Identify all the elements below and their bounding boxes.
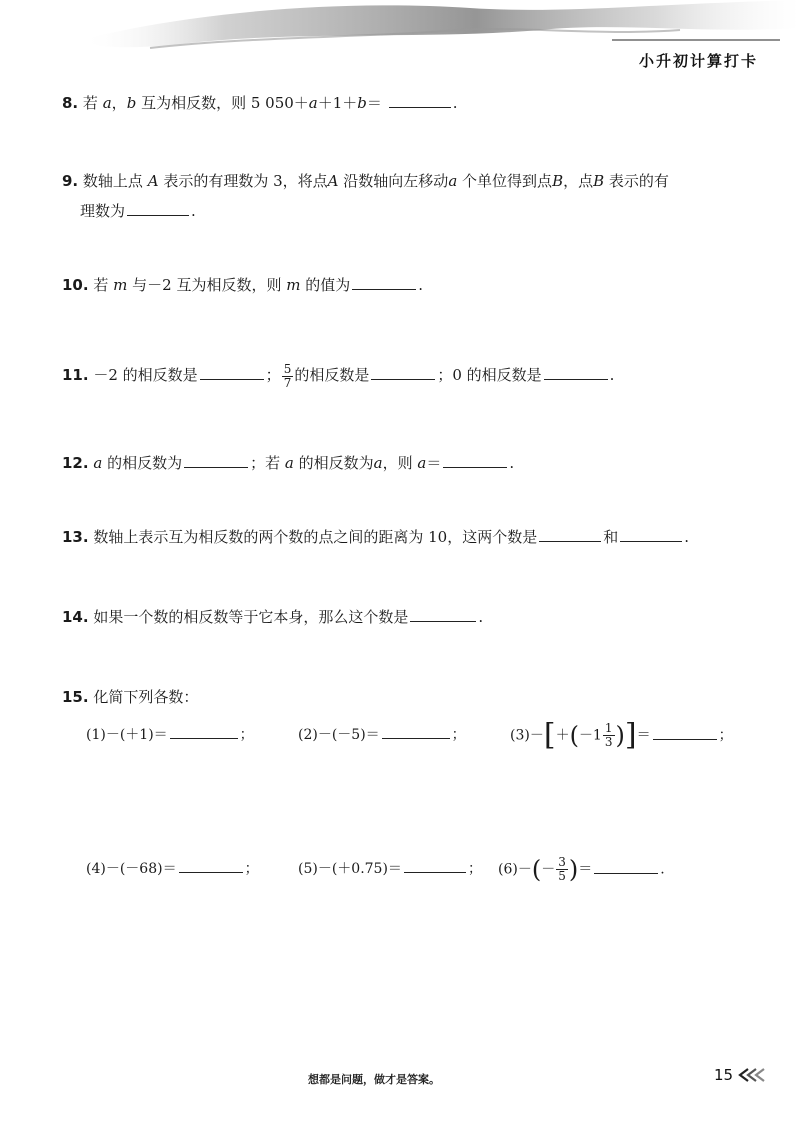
- fraction-denominator: 3: [604, 735, 613, 749]
- fraction-five-sevenths: [282, 363, 294, 390]
- question-text: ＝: [366, 94, 382, 112]
- expression: ＝: [578, 861, 593, 878]
- fraction-numerator: 1: [604, 721, 613, 735]
- question-text: 的相反数是: [294, 366, 370, 384]
- expression: (5)－(＋0.75)＝: [298, 861, 402, 877]
- question-text: 若: [93, 276, 109, 294]
- answer-blank[interactable]: [371, 363, 435, 380]
- expression: (3)－: [510, 727, 544, 744]
- question-number: 9.: [62, 172, 79, 190]
- period: .: [660, 861, 665, 878]
- period: .: [191, 202, 196, 220]
- answer-blank[interactable]: [200, 363, 264, 380]
- question-11: [62, 362, 614, 390]
- var-a: a: [308, 94, 318, 112]
- question-8: [62, 90, 457, 116]
- question-text: 和: [603, 528, 619, 546]
- fraction-denominator: 5: [558, 869, 566, 883]
- footer-motto: 想都是问题，做才是答案。: [308, 1073, 440, 1086]
- question-text: 的相反数为: [298, 454, 374, 472]
- expression: ＋: [555, 727, 570, 744]
- period: .: [609, 366, 615, 384]
- bracket: [: [543, 717, 556, 753]
- answer-blank[interactable]: [620, 525, 682, 542]
- question-text: 表示的有: [608, 172, 669, 190]
- separator: ；: [718, 727, 733, 744]
- question-12: [62, 450, 514, 476]
- question-text: 数轴上表示互为相反数的两个数的点之间的距离为 10，这两个数是: [93, 528, 538, 546]
- question-number: 12.: [62, 454, 89, 472]
- question-number: 10.: [62, 276, 89, 294]
- header-title: 小升初计算打卡: [638, 52, 758, 70]
- var-a: a: [448, 172, 458, 190]
- expression: (6)－: [498, 861, 532, 878]
- question-number: 8.: [62, 94, 79, 112]
- parenthesis: ): [568, 855, 579, 884]
- question-number: 14.: [62, 608, 89, 626]
- expression: －1: [578, 727, 602, 744]
- var-a: a: [373, 454, 383, 472]
- fraction-one-third: [603, 722, 615, 749]
- var-b: b: [357, 94, 367, 112]
- period: .: [478, 608, 484, 626]
- period: .: [418, 276, 424, 294]
- question-text: ＝: [426, 454, 442, 472]
- question-text: ；若: [250, 454, 281, 472]
- expression: ＝: [636, 727, 651, 744]
- var-a: a: [102, 94, 112, 112]
- question-text: ；0 的相反数是: [437, 366, 542, 384]
- expression: (4)－(－68)＝: [86, 861, 177, 877]
- var-m: m: [113, 276, 128, 294]
- fraction-numerator: 5: [283, 361, 292, 376]
- answer-blank[interactable]: [170, 722, 238, 739]
- answer-blank[interactable]: [382, 722, 450, 739]
- parenthesis: (: [531, 855, 542, 884]
- subquestion-5: [298, 856, 482, 882]
- subquestion-6: [498, 856, 665, 883]
- var-B: B: [593, 172, 605, 190]
- question-14: [62, 604, 483, 630]
- answer-blank[interactable]: [410, 605, 476, 622]
- fraction-denominator: 7: [283, 375, 292, 390]
- answer-blank[interactable]: [404, 856, 466, 873]
- question-text: 的值为: [305, 276, 351, 294]
- fraction-numerator: 3: [558, 855, 566, 869]
- answer-blank[interactable]: [389, 91, 451, 108]
- separator: ；: [451, 727, 466, 743]
- var-A: A: [147, 172, 159, 190]
- arrow-left-icon: [738, 1067, 772, 1083]
- question-text: －2 的相反数是: [93, 366, 198, 384]
- question-9: [62, 168, 669, 194]
- parenthesis: ): [615, 721, 625, 750]
- var-a: a: [417, 454, 427, 472]
- question-text: 理数为: [80, 202, 126, 220]
- question-text: 互为相反数，则 5 050＋: [141, 94, 309, 112]
- question-13: [62, 524, 689, 550]
- answer-blank[interactable]: [127, 199, 189, 216]
- subquestion-2: [298, 722, 466, 748]
- question-text: 若: [82, 94, 98, 112]
- question-text: 与－2 互为相反数，则: [132, 276, 282, 294]
- var-a: a: [284, 454, 294, 472]
- question-number: 15.: [62, 688, 89, 706]
- subquestion-3: [510, 717, 733, 753]
- separator: ；: [239, 727, 254, 743]
- var-A: A: [327, 172, 339, 190]
- question-text: ，: [111, 94, 127, 112]
- fraction-three-fifths: [556, 856, 568, 883]
- question-10: [62, 272, 423, 298]
- period: .: [509, 454, 515, 472]
- separator: ；: [467, 861, 482, 877]
- question-text: ，则: [382, 454, 413, 472]
- period: .: [684, 528, 690, 546]
- var-b: b: [126, 94, 137, 112]
- answer-blank[interactable]: [539, 525, 601, 542]
- answer-blank[interactable]: [179, 856, 243, 873]
- subquestion-4: [86, 856, 259, 882]
- question-text: 数轴上点: [82, 172, 143, 190]
- answer-blank[interactable]: [443, 451, 507, 468]
- question-text: 表示的有理数为 3，将点: [163, 172, 328, 190]
- page-number: 15: [714, 1066, 734, 1084]
- question-text: 个单位得到点: [462, 172, 553, 190]
- expression: (2)－(－5)＝: [298, 727, 380, 743]
- period: .: [452, 94, 458, 112]
- question-text: 如果一个数的相反数等于它本身，那么这个数是: [93, 608, 409, 626]
- question-9-line-2: [80, 198, 196, 224]
- question-text: 化简下列各数：: [93, 688, 199, 706]
- question-text: ＋1＋: [317, 94, 358, 112]
- question-15: [62, 684, 198, 710]
- answer-blank[interactable]: [184, 451, 248, 468]
- parenthesis: (: [569, 721, 579, 750]
- question-text: 的相反数为: [107, 454, 183, 472]
- answer-blank[interactable]: [594, 857, 658, 874]
- var-B: B: [552, 172, 564, 190]
- bracket: ]: [624, 717, 637, 753]
- separator: ；: [244, 861, 259, 877]
- subquestion-1: [86, 722, 254, 748]
- answer-blank[interactable]: [653, 723, 717, 740]
- expression: －: [541, 861, 556, 878]
- var-m: m: [286, 276, 301, 294]
- answer-blank[interactable]: [544, 363, 608, 380]
- question-text: 沿数轴向左移动: [343, 172, 449, 190]
- var-a: a: [93, 454, 103, 472]
- question-text: ，点: [563, 172, 594, 190]
- separator: ；: [265, 366, 281, 384]
- question-number: 13.: [62, 528, 89, 546]
- expression: (1)－(＋1)＝: [86, 727, 168, 743]
- answer-blank[interactable]: [352, 273, 416, 290]
- question-number: 11.: [62, 366, 89, 384]
